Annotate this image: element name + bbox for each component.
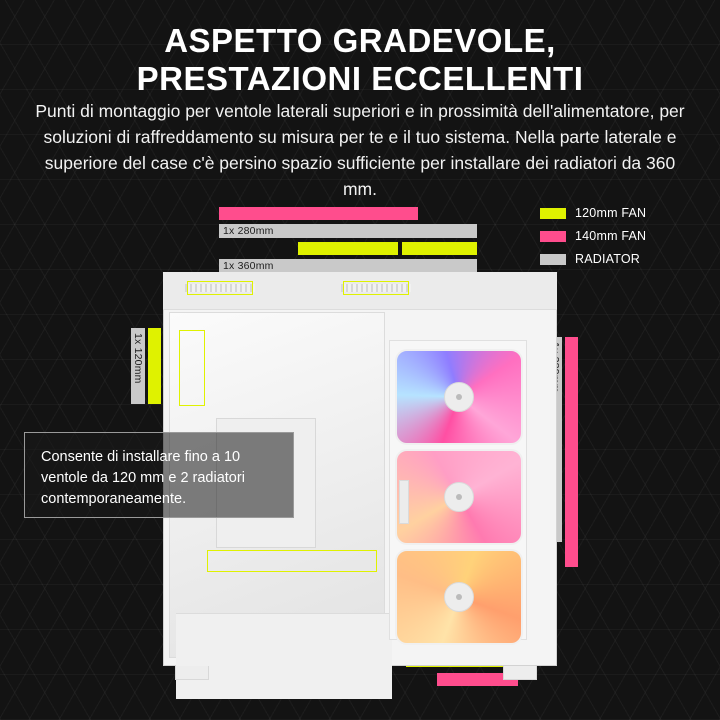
top-bar-140mm-fan	[219, 207, 418, 220]
top-bar-radiator-280-label: 1x 280mm	[223, 225, 274, 237]
legend-swatch-120mm-fan	[540, 208, 566, 219]
top-bar-120mm-fan-a	[298, 242, 398, 255]
mount-highlight-left-side	[179, 330, 205, 406]
case-foot-left	[175, 666, 209, 680]
front-fan-bay	[389, 340, 527, 640]
legend-label-140mm-fan: 140mm FAN	[575, 229, 647, 243]
top-bar-radiator-360-label: 1x 360mm	[223, 260, 274, 272]
description-text: Punti di montaggio per ventole laterali superiori e in prossimità dell'alimentatore, per soluzioni di raffreddamento su misura per te e il tuo sistema. Nella parte laterale e superiore del case c'è persino spazio sufficiente per installare dei radiatori da 360 mm.	[35, 101, 685, 199]
psu-shroud	[176, 613, 392, 699]
top-bar-radiator-280	[219, 224, 477, 238]
legend-swatch-radiator	[540, 254, 566, 265]
page-title	[0, 22, 720, 98]
rgb-fan-middle	[395, 449, 523, 545]
callout-text: Consente di installare fino a 10 ventole da 120 mm e 2 radiatori contemporaneamente.	[41, 449, 245, 507]
fan-hub-icon	[444, 482, 474, 512]
mount-highlight-top-right	[343, 281, 409, 295]
fan-hub-icon	[444, 582, 474, 612]
legend-item-radiator	[540, 250, 700, 268]
legend-item-140mm-fan	[540, 227, 700, 245]
case-foot-right	[503, 666, 537, 680]
mount-highlight-bottom	[207, 550, 377, 572]
left-bar-120mm-fan	[148, 328, 161, 404]
top-bar-radiator-360	[219, 259, 477, 273]
top-bar-120mm-fan-b	[402, 242, 477, 255]
rgb-fan-bottom	[395, 549, 523, 645]
left-bar-radiator-120	[131, 328, 145, 404]
page-title-line-1: ASPETTO GRADEVOLE,	[164, 22, 556, 59]
legend-label-radiator: RADIATOR	[575, 252, 641, 266]
front-io-strip	[399, 480, 409, 524]
mount-highlight-top-left	[187, 281, 253, 295]
callout-box	[24, 432, 294, 518]
legend-item-120mm-fan	[540, 204, 700, 222]
legend-label-120mm-fan: 120mm FAN	[575, 206, 647, 220]
page-title-line-2: PRESTAZIONI ECCELLENTI	[136, 60, 584, 97]
rgb-fan-top	[395, 349, 523, 445]
left-bar-radiator-120-label: 1x 120mm	[132, 333, 144, 384]
right-bar-140mm-fan	[565, 337, 578, 567]
legend	[540, 204, 700, 273]
legend-swatch-140mm-fan	[540, 231, 566, 242]
fan-hub-icon	[444, 382, 474, 412]
